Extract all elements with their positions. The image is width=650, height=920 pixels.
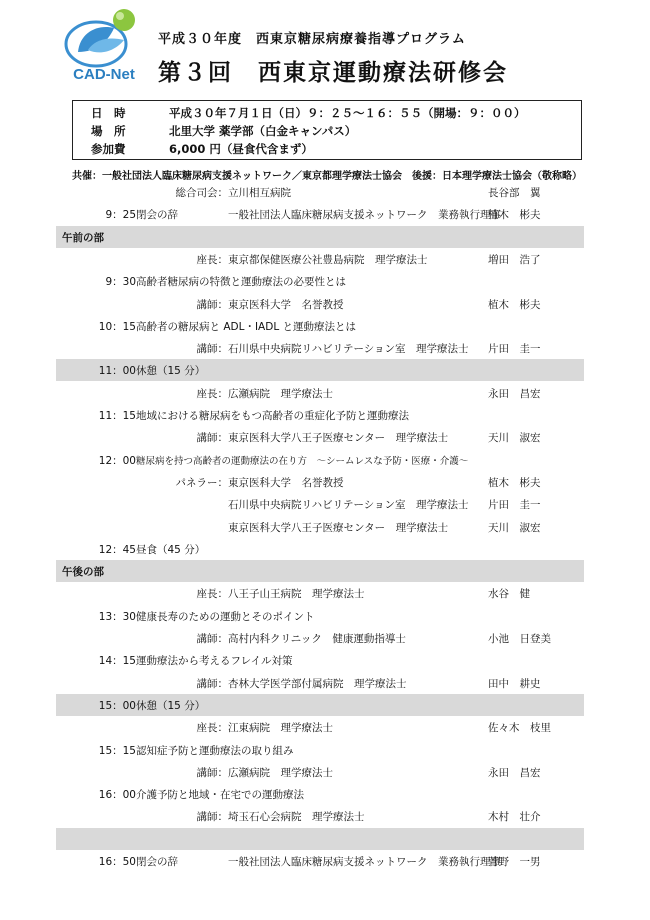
schedule-person: 片田 圭一 bbox=[488, 343, 541, 356]
schedule-program: 高齢者糖尿病の特徴と運動療法の必要性とは bbox=[136, 276, 346, 289]
info-row-date bbox=[73, 105, 581, 124]
schedule-time: 12：00 bbox=[98, 454, 136, 467]
schedule-role: 座長： bbox=[196, 387, 228, 400]
section-header bbox=[56, 560, 584, 582]
schedule-person: 天川 淑宏 bbox=[488, 521, 541, 534]
schedule-row bbox=[56, 828, 584, 850]
schedule-person: 小池 日登美 bbox=[488, 633, 551, 645]
schedule-affiliation: 石川県中央病院リハビリテーション室 理学療法士 bbox=[228, 343, 469, 356]
schedule-role: 講師： bbox=[196, 298, 228, 311]
schedule-role: パネラー： bbox=[175, 476, 228, 489]
schedule-row bbox=[56, 270, 584, 292]
schedule-time: 11：00 bbox=[98, 365, 136, 378]
info-value: 平成３０年７月１日（日）９：２５～１６：５５（開場：９：００） bbox=[169, 106, 526, 120]
schedule-person: 片田 圭一 bbox=[488, 499, 541, 512]
info-row-fee bbox=[73, 141, 581, 160]
sponsor-line: 共催：一般社団法人臨床糖尿病支援ネットワーク／東京都理学療法士協会 後援：日本理学療法士協会（敬称略） bbox=[72, 171, 582, 182]
schedule-row bbox=[56, 649, 584, 671]
schedule-affiliation: 東京医科大学 名誉教授 bbox=[228, 298, 344, 311]
schedule-affiliation: 高村内科クリニック 健康運動指導士 bbox=[228, 633, 406, 645]
schedule-program: 健康長寿のための運動とそのポイント bbox=[136, 610, 315, 623]
schedule-row bbox=[56, 315, 584, 337]
schedule-person: 植木 彬夫 bbox=[488, 476, 541, 489]
schedule-row bbox=[56, 337, 584, 359]
schedule-program: 高齢者の糖尿病と ADL・IADL と運動療法とは bbox=[136, 320, 357, 333]
schedule-person: 天川 淑宏 bbox=[488, 432, 541, 445]
info-label: 場 所 bbox=[91, 124, 126, 138]
leaf-logo-icon bbox=[58, 6, 150, 70]
schedule-row bbox=[56, 181, 584, 203]
schedule-row bbox=[56, 627, 584, 649]
schedule-affiliation: 東京医科大学八王子医療センター 理学療法士 bbox=[228, 521, 449, 534]
schedule-row bbox=[56, 739, 584, 761]
schedule-program: 運動療法から考えるフレイル対策 bbox=[136, 655, 293, 668]
program-subtitle: 平成３０年度 西東京糖尿病療養指導プログラム bbox=[158, 32, 466, 47]
info-row-venue bbox=[73, 123, 581, 142]
schedule-person: 増田 浩了 bbox=[488, 253, 541, 266]
schedule-person: 植木 彬夫 bbox=[488, 298, 541, 311]
schedule-row bbox=[56, 471, 584, 493]
schedule-affiliation: 東京都保健医療公社豊島病院 理学療法士 bbox=[228, 253, 428, 266]
schedule-row bbox=[56, 203, 584, 225]
schedule-affiliation: 東京医科大学八王子医療センター 理学療法士 bbox=[228, 432, 449, 445]
schedule-row bbox=[56, 449, 584, 471]
schedule-role: 座長： bbox=[196, 722, 228, 735]
info-label: 参加費 bbox=[91, 142, 126, 156]
event-info-box bbox=[72, 100, 582, 160]
schedule-affiliation: 杏林大学医学部付属病院 理学療法士 bbox=[228, 677, 407, 690]
schedule-row bbox=[56, 493, 584, 515]
schedule-time: 15：15 bbox=[98, 744, 136, 757]
schedule-person: 植木 彬夫 bbox=[488, 209, 541, 222]
schedule-row bbox=[56, 761, 584, 783]
schedule-affiliation: 一般社団法人臨床糖尿病支援ネットワーク 業務執行理事 bbox=[228, 209, 501, 222]
schedule-row bbox=[56, 248, 584, 270]
schedule-affiliation: 一般社団法人臨床糖尿病支援ネットワーク 業務執行理事 bbox=[228, 856, 501, 868]
cad-net-logo bbox=[58, 6, 150, 90]
schedule-affiliation: 石川県中央病院リハビリテーション室 理学療法士 bbox=[228, 499, 469, 512]
schedule-affiliation: 東京医科大学 名誉教授 bbox=[228, 476, 344, 489]
schedule-affiliation: 立川相互病院 bbox=[228, 187, 291, 199]
schedule-program: 閉会の辞 bbox=[136, 209, 178, 222]
schedule-role: 講師： bbox=[196, 343, 228, 356]
schedule-time: 13：30 bbox=[98, 610, 136, 623]
schedule-role: 講師： bbox=[196, 677, 228, 690]
schedule-role: 講師： bbox=[196, 811, 228, 824]
info-label: 日 時 bbox=[91, 106, 126, 120]
schedule-program: 認知症予防と運動療法の取り組み bbox=[136, 744, 294, 757]
section-header bbox=[56, 226, 584, 248]
schedule-affiliation: 広瀬病院 理学療法士 bbox=[228, 766, 333, 779]
schedule-time: 16：00 bbox=[98, 789, 136, 802]
schedule-row bbox=[56, 694, 584, 716]
schedule-time: 9：25 bbox=[105, 209, 136, 222]
schedule-time: 16：50 bbox=[98, 856, 136, 868]
info-value: 6,000 円（昼食代含まず） bbox=[169, 142, 313, 156]
schedule-program: 地域における糖尿病をもつ高齢者の重症化予防と運動療法 bbox=[136, 410, 409, 422]
schedule-row bbox=[56, 605, 584, 627]
info-value: 北里大学 薬学部（白金キャンパス） bbox=[169, 124, 357, 138]
schedule-person: 永田 昌宏 bbox=[488, 387, 541, 400]
schedule-program: 休憩（15 分） bbox=[136, 365, 206, 378]
schedule-affiliation: 江東病院 理学療法士 bbox=[228, 722, 333, 735]
schedule-role: 講師： bbox=[196, 432, 228, 445]
schedule-role: 総合司会： bbox=[175, 187, 228, 199]
schedule-row bbox=[56, 359, 584, 381]
section-title: 午前の部 bbox=[62, 231, 104, 244]
schedule-program: 休憩（15 分） bbox=[136, 699, 206, 712]
schedule-role: 座長： bbox=[196, 588, 228, 601]
schedule-row bbox=[56, 582, 584, 604]
schedule-row bbox=[56, 293, 584, 315]
schedule-row bbox=[56, 382, 584, 404]
schedule-time: 9：30 bbox=[105, 276, 136, 289]
schedule-row bbox=[56, 404, 584, 426]
page-title: 第３回 西東京運動療法研修会 bbox=[158, 60, 508, 86]
schedule-program: 閉会の辞 bbox=[136, 856, 178, 868]
schedule-person: 水谷 健 bbox=[488, 588, 530, 601]
schedule-role: 座長： bbox=[196, 253, 228, 266]
schedule-time: 10：15 bbox=[98, 320, 136, 333]
schedule-affiliation: 広瀬病院 理学療法士 bbox=[228, 387, 333, 400]
logo-text: CAD-Net bbox=[73, 66, 135, 83]
schedule-role: 講師： bbox=[196, 766, 228, 779]
schedule-row bbox=[56, 516, 584, 538]
schedule-program: 昼食（45 分） bbox=[136, 543, 206, 556]
schedule-time: 12：45 bbox=[98, 543, 136, 556]
schedule-person: 佐々木 枝里 bbox=[488, 722, 551, 735]
schedule-affiliation: 埼玉石心会病院 理学療法士 bbox=[228, 811, 365, 824]
schedule-row bbox=[56, 783, 584, 805]
schedule-person: 長谷部 翼 bbox=[488, 187, 541, 199]
schedule-person: 菅野 一男 bbox=[488, 856, 541, 868]
schedule-affiliation: 八王子山王病院 理学療法士 bbox=[228, 588, 365, 601]
schedule-row bbox=[56, 850, 584, 872]
schedule-person: 田中 耕史 bbox=[488, 677, 541, 690]
schedule-row bbox=[56, 672, 584, 694]
schedule-row bbox=[56, 716, 584, 738]
section-title: 午後の部 bbox=[62, 566, 104, 579]
schedule-person: 永田 昌宏 bbox=[488, 766, 541, 779]
schedule-person: 木村 壮介 bbox=[488, 811, 541, 824]
schedule-row bbox=[56, 805, 584, 827]
schedule-role: 講師： bbox=[196, 633, 228, 645]
schedule-time: 15：00 bbox=[98, 699, 136, 712]
schedule-row bbox=[56, 426, 584, 448]
schedule-program: 糖尿病を持つ高齢者の運動療法の在り方 ～シームレスな予防・医療・介護～ bbox=[136, 455, 469, 467]
schedule-program: 介護予防と地域・在宅での運動療法 bbox=[136, 789, 304, 802]
schedule-time: 14：15 bbox=[98, 655, 136, 668]
schedule-time: 11：15 bbox=[98, 410, 136, 422]
schedule-row bbox=[56, 538, 584, 560]
